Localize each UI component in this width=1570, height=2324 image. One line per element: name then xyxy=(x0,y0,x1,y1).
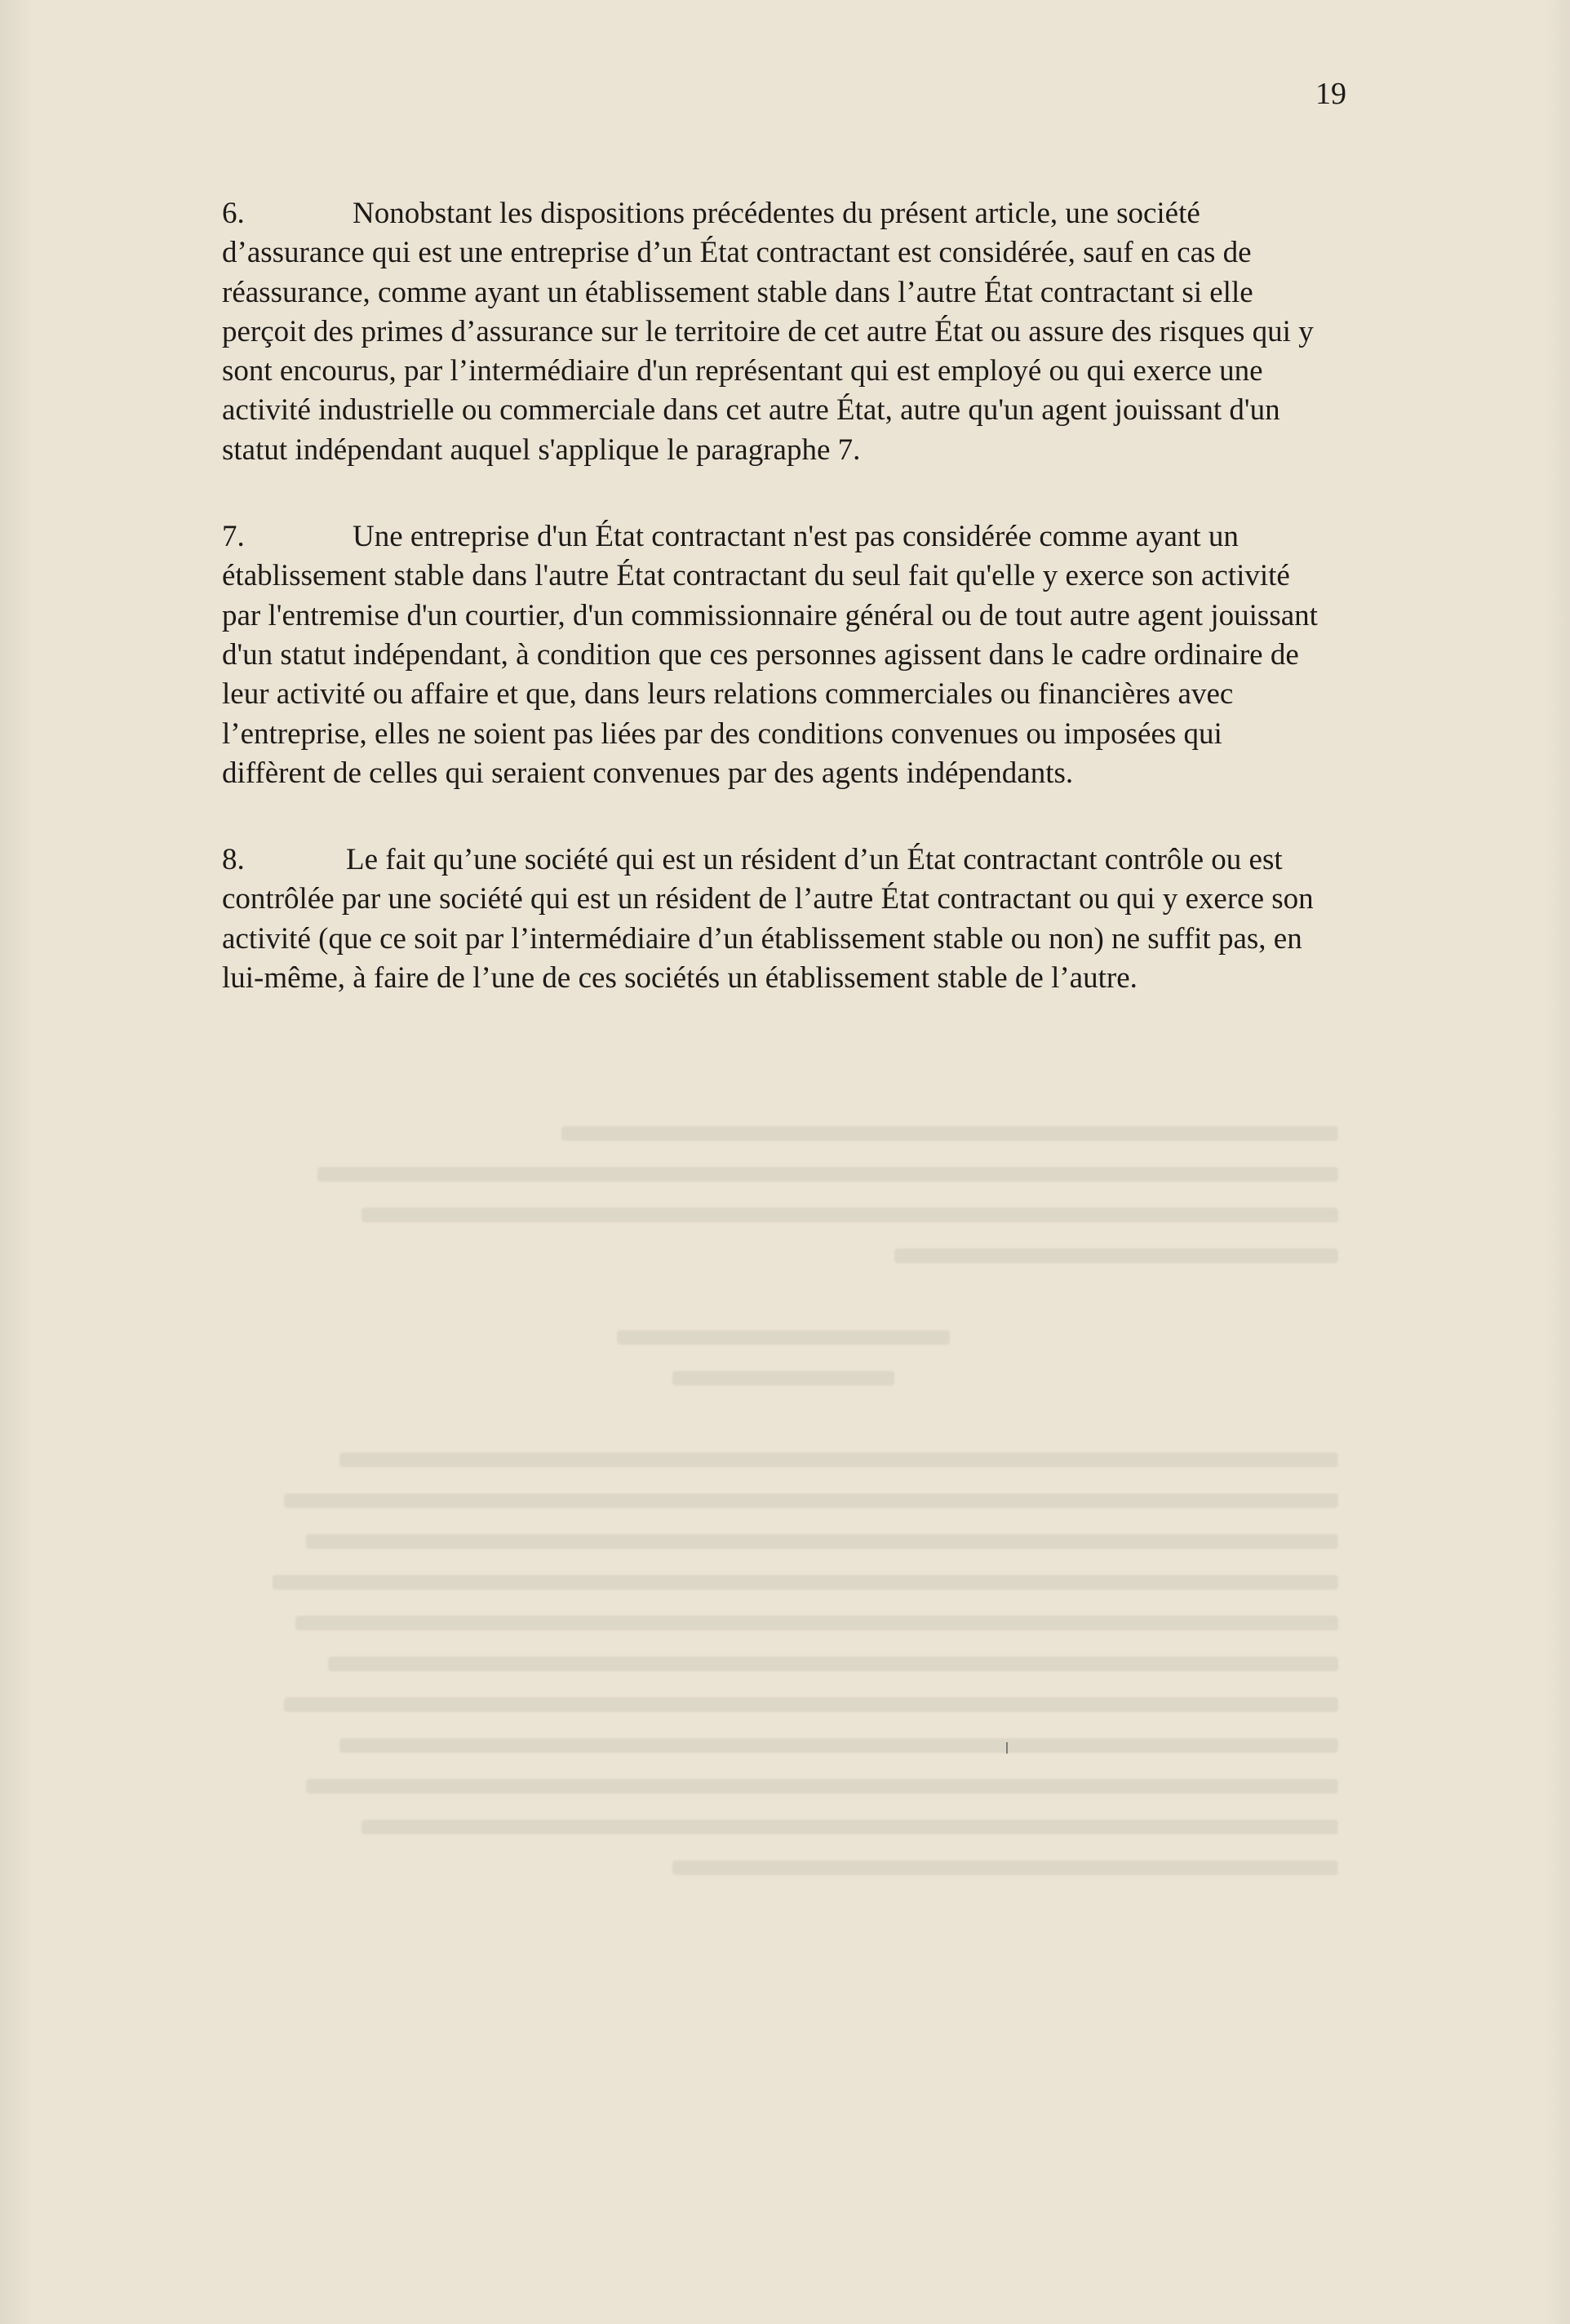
reverse-side-show-through xyxy=(228,1126,1338,1901)
article-body xyxy=(222,194,1332,1045)
paragraph-number: 8. xyxy=(222,843,245,877)
paragraph-text: Le fait qu’une société qui est un résident d’un État contractant contrôle ou est contrôlée par une société qui est un résident de l’autre État contractant ou qui y exerce son activité (que ce soit par l’intermédiaire d’un établissement stable ou non) ne suffit pas, en lui-même, à faire de l’une de ces sociétés un établissement stable de l’autre. xyxy=(222,843,1314,996)
paragraph-7 xyxy=(222,517,1332,793)
paragraph-number: 7. xyxy=(222,520,245,554)
paragraph-8 xyxy=(222,840,1332,998)
paragraph-text: Une entreprise d'un État contractant n'est pas considérée comme ayant un établissement stable dans l'autre État contractant du seul fait qu'elle y exerce son activité par l'entremise d'un courtier, d'un commissionnaire général ou de tout autre agent jouissant d'un statut indépendant, à condition que ces personnes agissent dans le cadre ordinaire de leur activité ou affaire et que, dans leurs relations commerciales ou financières avec l’entreprise, elles ne soient pas liées par des conditions convenues ou imposées qui diffèrent de celles qui seraient convenues par des agents indépendants. xyxy=(222,520,1318,790)
print-mark xyxy=(1006,1742,1008,1754)
paragraph-6 xyxy=(222,194,1332,470)
paragraph-text: Nonobstant les dispositions précédentes du présent article, une société d’assurance qui est une entreprise d’un État contractant est considérée, sauf en cas de réassurance, comme ayant un établissement stable dans l’autre État contractant si elle perçoit des primes d’assurance sur le territoire de cet autre État ou assure des risques qui y sont encourus, par l’intermédiaire d'un représentant qui est employé ou qui exerce une activité industrielle ou commerciale dans cet autre État, autre qu'un agent jouissant d'un statut indépendant auquel s'applique le paragraphe 7. xyxy=(222,197,1314,467)
paragraph-number: 6. xyxy=(222,197,245,230)
page-number: 19 xyxy=(1315,77,1346,111)
